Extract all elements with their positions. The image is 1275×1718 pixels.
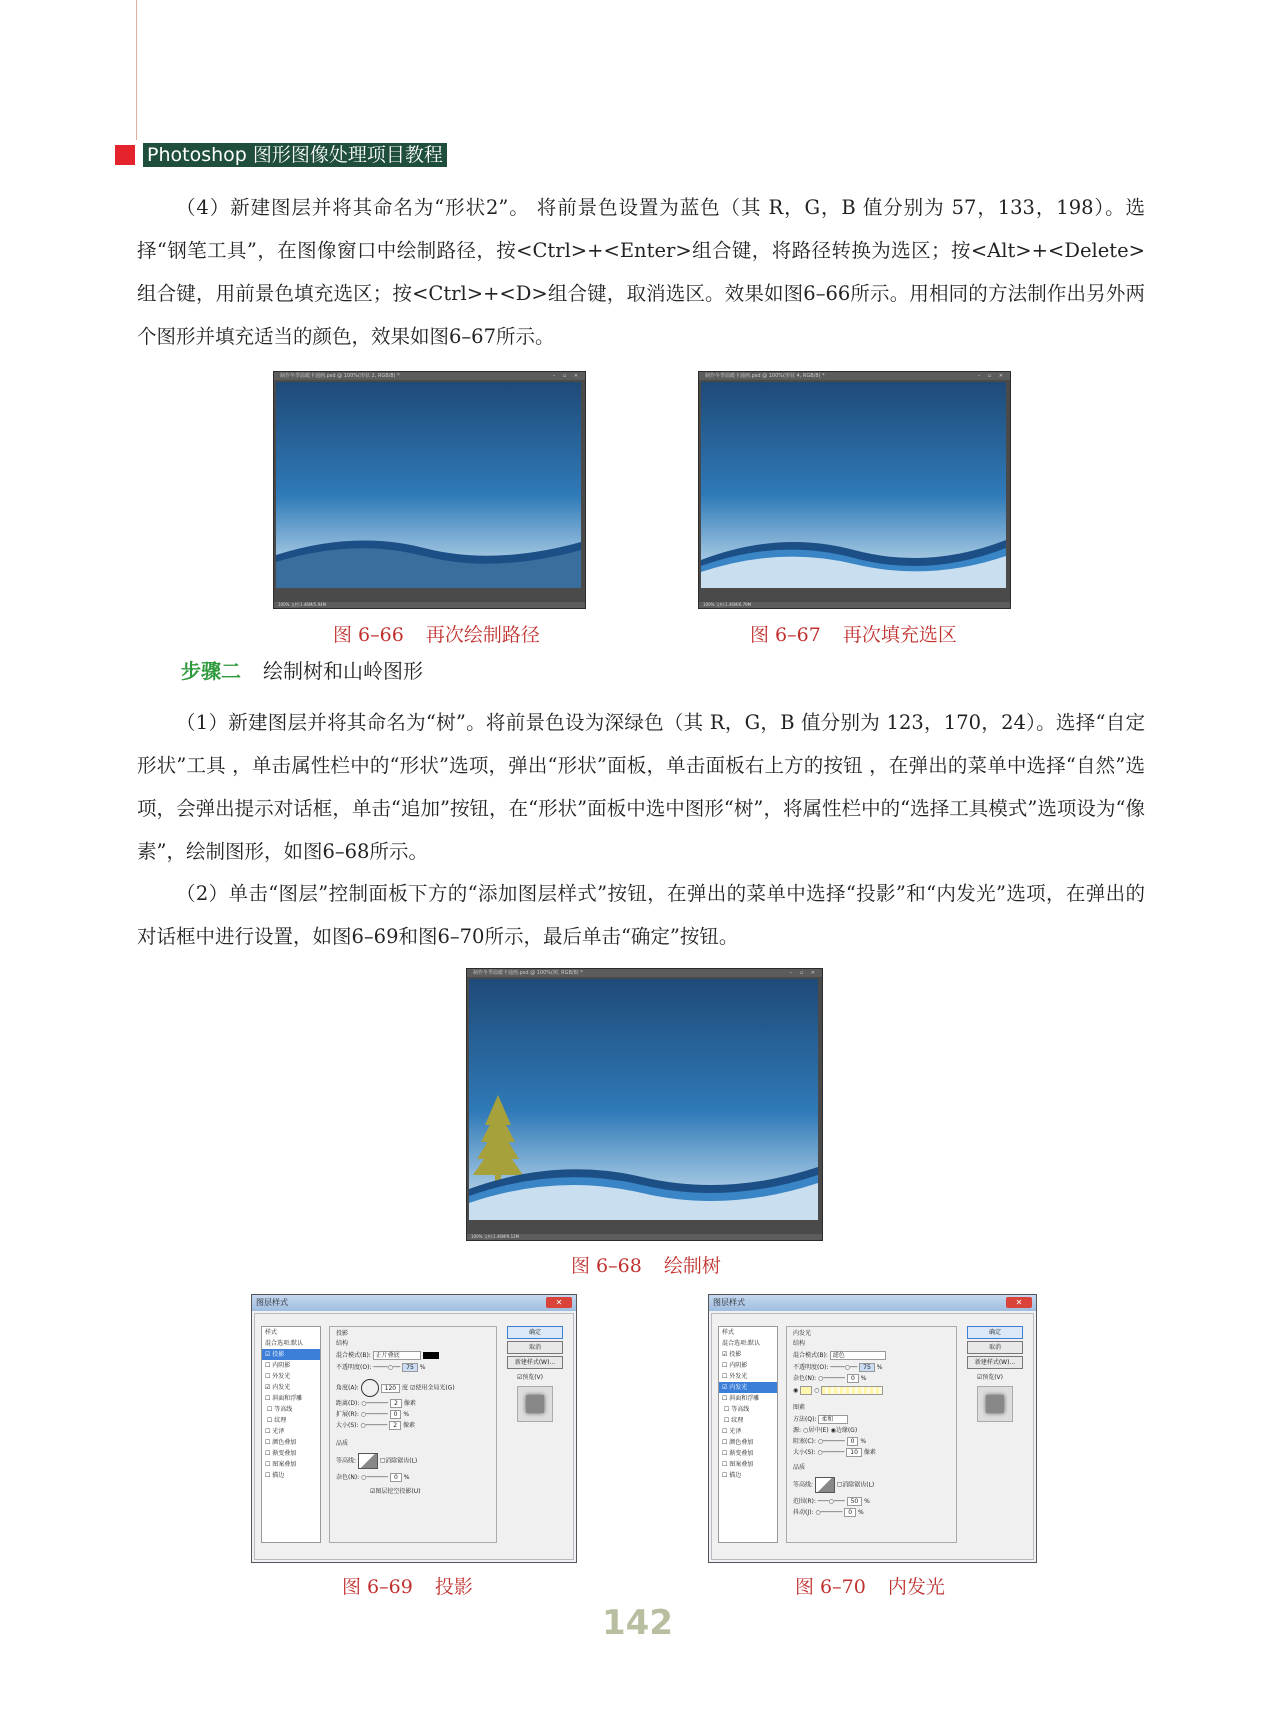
window-title: 制作冬季温暖卡通画.psd @ 100%(树, RGB/8) * [473,970,583,976]
status-bar: 100% 文档:1.46M/6.79M [699,602,1010,608]
style-item-pattern-overlay[interactable]: ☐ 图案叠加 [722,1461,754,1468]
glow-color-swatch[interactable] [800,1386,812,1395]
style-item-inner-shadow[interactable]: ☐ 内阴影 [265,1362,291,1369]
caption-6-67: 图 6–67 再次填充选区 [750,624,957,646]
contour-picker[interactable] [358,1453,378,1469]
contour-picker[interactable] [815,1477,835,1493]
range-input[interactable]: 50 [847,1497,863,1506]
new-style-button[interactable]: 新建样式(W)... [507,1356,563,1369]
style-item-gradient-overlay[interactable]: ☐ 渐变叠加 [722,1450,754,1457]
window-title: 制作冬季温暖卡通画.psd @ 100%(形状 2, RGB/8) * [280,373,400,379]
settings-panel: 投影 结构 混合模式(B): 正片叠底 不透明度(O): ────○── 75 % 角度(A): 120 度 ☑使用全局光(G) 距离(D): ○────── 2 像素 扩展(R): ○────── 0 % 大小(S): ○────── 2 像素 品质 等高线: ☐消除锯齿(L) 杂色(N): ○────── 0 % ☑图层挖空投影(U) [329,1326,497,1543]
source-edge-radio[interactable]: 边缘(G) [835,1427,858,1434]
style-item-drop-shadow[interactable]: ☑ 投影 [262,1349,320,1360]
style-item-inner-shadow[interactable]: ☐ 内阴影 [722,1362,748,1369]
glow-gradient-picker[interactable] [821,1386,883,1395]
ok-button[interactable]: 确定 [967,1326,1023,1339]
style-item-inner-glow[interactable]: ☑ 内发光 [265,1384,291,1391]
jitter-input[interactable]: 0 [844,1508,856,1517]
style-item-inner-glow[interactable]: ☑ 内发光 [719,1382,777,1393]
header-marker [115,145,135,165]
caption-6-69: 图 6–69 投影 [342,1576,473,1598]
close-button[interactable]: ✕ [1006,1297,1032,1308]
paragraph-step4: （4）新建图层并将其命名为“形状2”。 将前景色设置为蓝色（其 R，G，B 值分别为 57，133，198）。选择“钢笔工具”，在图像窗口中绘制路径，按<Ctrl>+<Enter>组合键，将路径转换为选区；按<Alt>+<Delete>组合键，用前景色填充选区；按<Ctrl>+<D>组合键，取消选区。效果如图6–66所示。用相同的方法制作出另外两个图形并填充适当的颜色，效果如图6–67所示。 [137,196,1145,348]
spread-input[interactable]: 0 [390,1410,402,1419]
style-list [718,1326,778,1543]
canvas-image [467,977,822,1234]
book-title: Photoshop 图形图像处理项目教程 [143,143,447,167]
knockout-checkbox[interactable]: 图层挖空投影(U) [375,1488,421,1495]
style-item-texture[interactable]: ☐ 纹理 [722,1417,744,1424]
canvas-image [274,380,585,602]
antialias-checkbox[interactable]: 消除锯齿(L) [385,1457,418,1465]
blend-mode-select[interactable]: 正片叠底 [373,1351,421,1360]
page-number: 142 [602,1603,673,1643]
ok-button[interactable]: 确定 [507,1326,563,1339]
style-item-bevel[interactable]: ☐ 斜面和浮雕 [722,1395,760,1402]
style-list-header[interactable]: 样式 [265,1329,278,1336]
noise-input[interactable]: 0 [390,1473,402,1482]
global-light-checkbox[interactable]: 使用全局光(G) [415,1384,455,1392]
style-preview [977,1386,1013,1422]
figure-6-68-window: 制作冬季温暖卡通画.psd @ 100%(树, RGB/8) * – ▫ ✕ 100% 文档:1.46M/9.12M [466,968,823,1241]
distance-input[interactable]: 2 [390,1399,402,1408]
antialias-checkbox[interactable]: 消除锯齿(L) [842,1481,875,1489]
style-item-contour[interactable]: ☐ 等高线 [722,1406,750,1413]
dialog-title: 图层样式 [256,1298,288,1307]
style-item-gradient-overlay[interactable]: ☐ 渐变叠加 [265,1450,297,1457]
style-item-bevel[interactable]: ☐ 斜面和浮雕 [265,1395,303,1402]
style-item-blending[interactable]: 混合选项:默认 [265,1340,304,1347]
caption-6-66: 图 6–66 再次绘制路径 [333,624,540,646]
angle-dial[interactable] [361,1379,379,1397]
style-item-drop-shadow[interactable]: ☑ 投影 [722,1351,742,1358]
style-item-color-overlay[interactable]: ☐ 颜色叠加 [265,1439,297,1446]
opacity-input[interactable]: 75 [402,1363,418,1372]
style-item-contour[interactable]: ☐ 等高线 [265,1406,293,1413]
style-item-outer-glow[interactable]: ☐ 外发光 [265,1373,291,1380]
method-select[interactable]: 柔和 [818,1415,848,1424]
noise-input[interactable]: 0 [847,1374,859,1383]
settings-panel: 内发光 结构 混合模式(B): 滤色 不透明度(O): ────○── 75 % 杂色(N): ○────── 0 % ◉ ○ 图素 方法(Q): 柔和 源: ○居中(E) ◉边缘(G) 阻塞(C): ○────── 0 % 大小(S): ○────── 10 像素 品质 等高线: ☐消除锯齿(L) 范围(R): ───○─── 50 % 抖动(J): ○────── 0 % [786,1326,957,1543]
blend-mode-select[interactable]: 滤色 [830,1351,886,1360]
paragraph-step2-1: （1）新建图层并将其命名为“树”。将前景色设为深绿色（其 R，G，B 值分别为 123，170，24）。选择“自定形状”工具 ，单击属性栏中的“形状”选项，弹出“形状”面板，单击面板右上方的按钮 ，在弹出的菜单中选择“自然”选项，会弹出提示对话框，单击“追加”按钮，在“形状”面板中选中图形“树”，将属性栏中的“选择工具模式”选项设为“像素”，绘制图形，如图6–68所示。 [137,711,1145,863]
quality-label: 品质 [336,1440,349,1447]
style-preview [517,1386,553,1422]
style-item-satin[interactable]: ☐ 光泽 [265,1428,285,1435]
window-title: 制作冬季温暖卡通画.psd @ 100%(形状 4, RGB/8) * [705,373,825,379]
caption-6-68: 图 6–68 绘制树 [571,1255,721,1277]
structure-label: 结构 [336,1340,349,1347]
choke-input[interactable]: 0 [847,1437,859,1446]
cancel-button[interactable]: 取消 [967,1341,1023,1354]
step-heading: 步骤二 绘制树和山岭图形 [181,659,423,683]
style-item-stroke[interactable]: ☐ 描边 [265,1472,285,1479]
size-input[interactable]: 10 [846,1448,862,1457]
structure-label: 结构 [793,1340,806,1347]
canvas-image [699,380,1010,602]
layer-style-dialog-inner-glow [708,1294,1037,1563]
source-center-radio[interactable]: 居中(E) [808,1427,829,1434]
cancel-button[interactable]: 取消 [507,1341,563,1354]
caption-6-70: 图 6–70 内发光 [795,1576,945,1598]
status-bar: 100% 文档:1.46M/9.12M [467,1234,822,1240]
paragraph-step2-2: （2）单击“图层”控制面板下方的“添加图层样式”按钮，在弹出的菜单中选择“投影”和“内发光”选项，在弹出的对话框中进行设置，如图6–69和图6–70所示，最后单击“确定”按钮。 [137,882,1145,948]
quality-label: 品质 [793,1464,806,1471]
style-item-texture[interactable]: ☐ 纹理 [265,1417,287,1424]
style-item-satin[interactable]: ☐ 光泽 [722,1428,742,1435]
margin-line [136,0,137,140]
new-style-button[interactable]: 新建样式(W)... [967,1356,1023,1369]
style-list [261,1326,321,1543]
preview-checkbox[interactable]: ☑预览(V) [976,1374,1003,1381]
style-item-pattern-overlay[interactable]: ☐ 图案叠加 [265,1461,297,1468]
style-item-stroke[interactable]: ☐ 描边 [722,1472,742,1479]
dialog-title: 图层样式 [713,1298,745,1307]
close-button[interactable]: ✕ [546,1297,572,1308]
style-item-blending[interactable]: 混合选项:默认 [722,1340,761,1347]
size-input[interactable]: 2 [389,1421,401,1430]
running-header [115,143,447,167]
style-item-color-overlay[interactable]: ☐ 颜色叠加 [722,1439,754,1446]
style-list-header[interactable]: 样式 [722,1329,735,1336]
angle-input[interactable]: 120 [381,1384,400,1393]
figure-6-66-window: 制作冬季温暖卡通画.psd @ 100%(形状 2, RGB/8) * – ▫ ✕ 100% 文档:1.46M/5.94M [273,371,586,609]
elements-label: 图素 [793,1404,806,1411]
figure-6-67-window: 制作冬季温暖卡通画.psd @ 100%(形状 4, RGB/8) * – ▫ ✕ 100% 文档:1.46M/6.79M [698,371,1011,609]
section-title: 投影 [336,1330,349,1337]
layer-style-dialog-drop-shadow [251,1294,577,1563]
status-bar: 100% 文档:1.46M/5.94M [274,602,585,608]
style-item-outer-glow[interactable]: ☐ 外发光 [722,1373,748,1380]
shadow-color-swatch[interactable] [423,1352,439,1359]
preview-checkbox[interactable]: ☑预览(V) [516,1374,543,1381]
section-title: 内发光 [793,1330,812,1337]
opacity-input[interactable]: 75 [859,1363,875,1372]
